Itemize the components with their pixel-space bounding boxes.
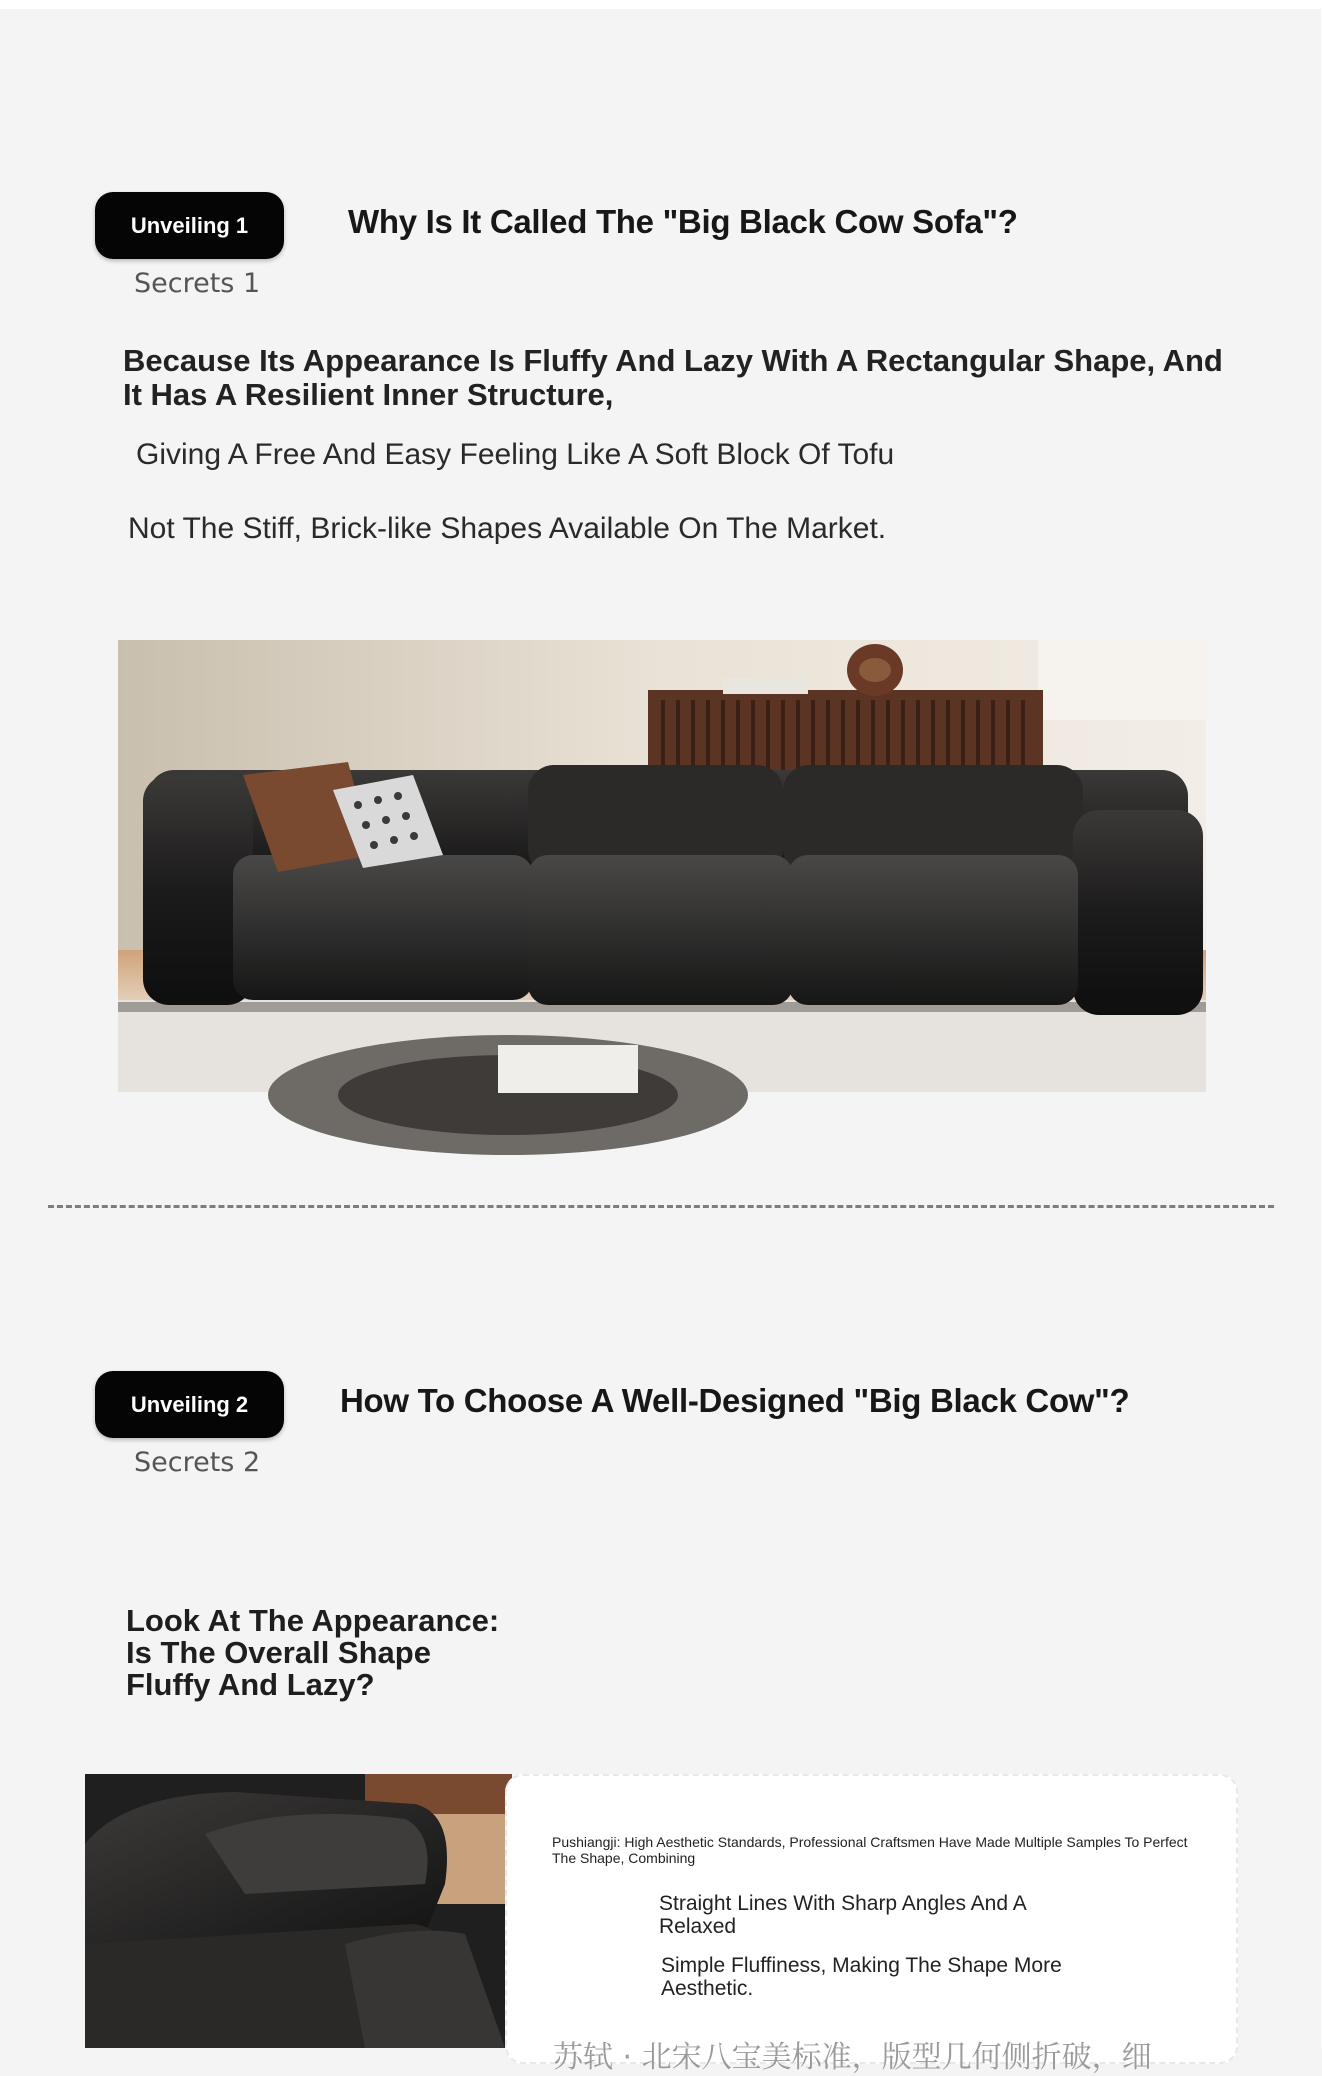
top-edge <box>0 0 1322 9</box>
sofa-detail-illustration <box>85 1774 512 2048</box>
sofa-product-photo <box>118 640 1206 1092</box>
badge-label: Unveiling 1 <box>130 212 249 238</box>
card-line-2: Simple Fluffiness, Making The Shape More Aesthetic. <box>661 1954 1062 2000</box>
look-heading-line: Is The Overall Shape <box>126 1635 431 1670</box>
section-1-line-2: Not The Stiff, Brick-like Shapes Available On The Market. <box>128 512 887 545</box>
card-intro-text: Pushiangji: High Aesthetic Standards, Professional Craftsmen Have Made Multiple Samples To Perfect The Shape, Combining <box>552 1834 1188 1866</box>
section-1-bold-paragraph: Because Its Appearance Is Fluffy And Lazy With A Rectangular Shape, And It Has A Resilient Inner Structure, <box>123 343 1223 412</box>
sofa-detail-photo <box>85 1774 512 2048</box>
section-2-title: How To Choose A Well-Designed "Big Black Cow"? <box>340 1382 1130 1419</box>
look-heading-line: Fluffy And Lazy? <box>126 1667 375 1702</box>
unveiling-2-badge <box>95 1371 284 1438</box>
card-chinese-text: 苏轼 · 北宋八宝美标准，版型几何侧折破，细 <box>553 2040 1152 2075</box>
section-1-line-1: Giving A Free And Easy Feeling Like A Soft Block Of Tofu <box>136 438 895 471</box>
badge-label: Unveiling 2 <box>130 1391 249 1417</box>
section-1-title: Why Is It Called The "Big Black Cow Sofa"? <box>348 203 1018 240</box>
unveiling-1-badge <box>95 192 284 259</box>
secrets-1-label: Secrets 1 <box>134 268 261 299</box>
secrets-2-label: Secrets 2 <box>134 1447 261 1478</box>
sofa-illustration <box>118 640 1206 1092</box>
look-heading-line: Look At The Appearance: <box>126 1603 500 1638</box>
card-line-1: Straight Lines With Sharp Angles And A Relaxed <box>659 1892 1026 1938</box>
look-at-appearance-heading <box>126 1605 546 1701</box>
section-divider <box>48 1205 1274 1208</box>
